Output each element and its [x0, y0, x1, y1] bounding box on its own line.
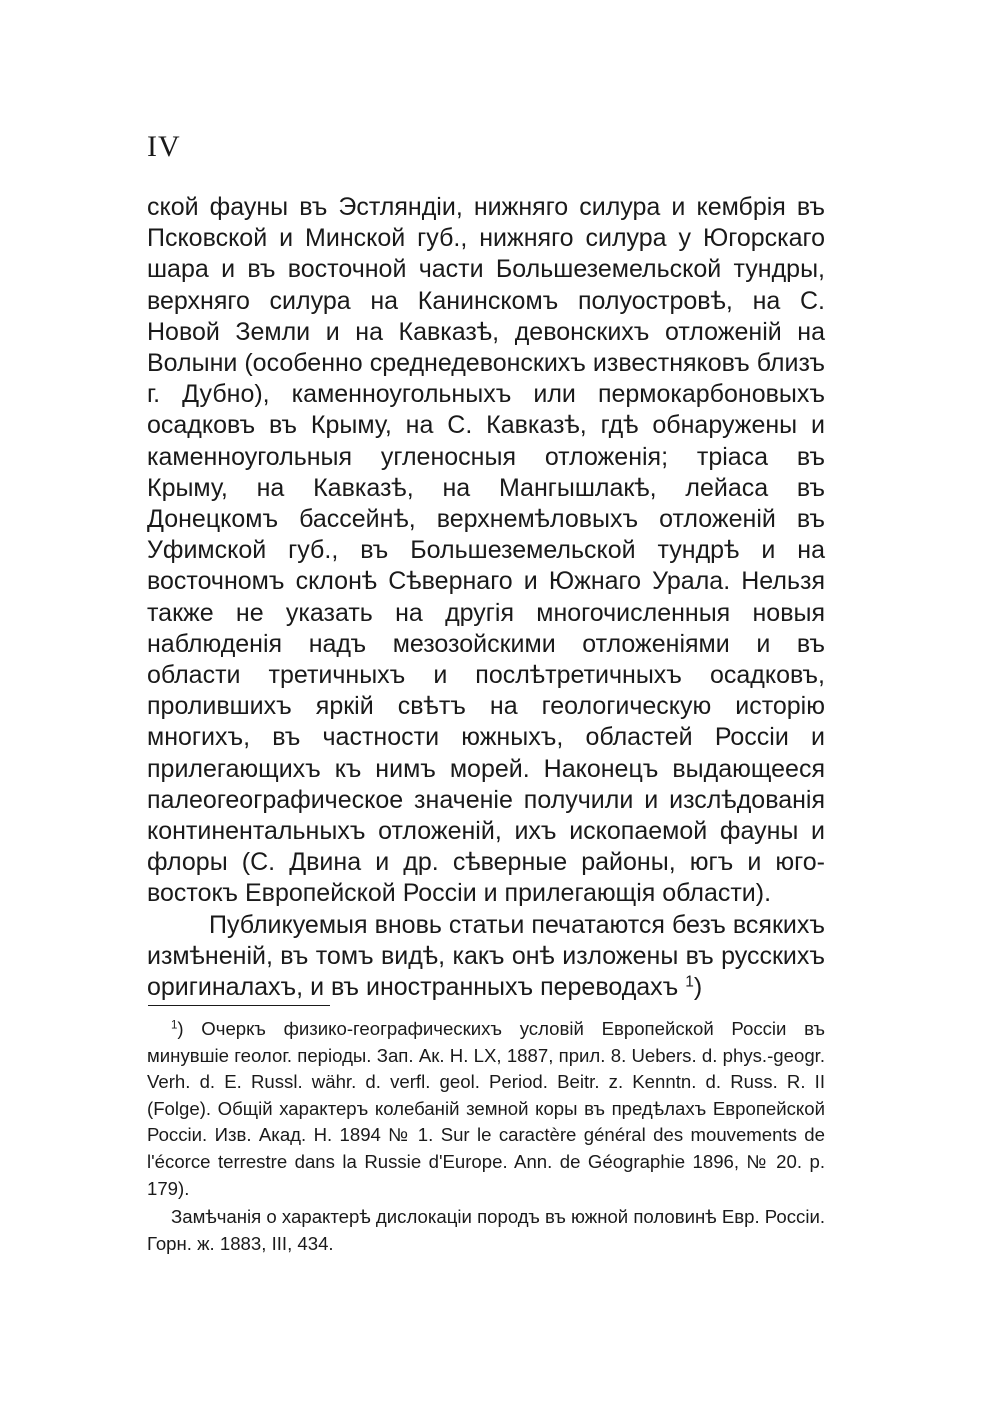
- footnotes: [147, 1016, 825, 1257]
- footnote-1-continuation: Замѣчанія о характерѣ дислокаціи породъ въ южной половинѣ Евр. Россіи. Горн. ж. 1883, III, 434.: [147, 1206, 826, 1254]
- paragraph-1: ской фауны въ Эстляндіи, нижняго силура и кембрія въ Псковской и Минской губ., нижняго силура у Югорскаго шара и въ восточной части Большеземельской тундры, верхняго силура на Канинскомъ полуостровѣ, на С. Новой Земли и на Кавказѣ, девонскихъ отложеній на Волыни (особенно среднедевонскихъ известняковъ близъ г. Дубно), каменноугольныхъ или пермокарбоновыхъ осадковъ въ Крыму, на С. Кавказѣ, гдѣ обнаружены и каменноугольныя угленосныя отложенія; тріаса въ Крыму, на Кавказѣ, на Мангышлакѣ, лейаса въ Донецкомъ бассейнѣ, верхнемѣловыхъ отложеній въ Уфимской губ., въ Большеземельской тундрѣ и на восточномъ склонѣ Сѣвернаго и Южнаго Урала. Нельзя также не указать на другія многочисленныя новыя наблюденія надъ мезозойскими отложеніями и въ области третичныхъ и послѣтретичныхъ осадковъ, пролившихъ яркій свѣтъ на геологическую исторію многихъ, въ частности южныхъ, областей Россіи и прилегающихъ къ нимъ морей. Наконецъ выдающееся палеогеографическое значеніе получили и изслѣдованія континентальныхъ отложеній, ихъ ископаемой фауны и флоры (С. Двина и др. сѣверные районы, югъ и юго-востокъ Европейской Россіи и прилегающія области).: [147, 193, 825, 908]
- footnote-reference: 1: [685, 973, 694, 991]
- footnote-1-text: Очеркъ физико-географическихъ условій Европейской Россіи въ минувшіе геолог. періоды. Зап. Ак. Н. LX, 1887, прил. 8. Uebers. d. phys.-geogr. Verh. d. E. Russl. währ. d. verfl. geol. Period. Beitr. z. Kenntn. d. Russ. R. II (Folge). Общій характеръ колебаній земной коры въ предѣлахъ Европейской Россіи. Изв. Акад. Н. 1894 № 1. Sur le caractère général des mouvements de l'écorce terrestre dans la Russie d'Europe. Ann. de Géographie 1896, № 20. p. 179).: [147, 1018, 825, 1199]
- paragraph-2: [147, 910, 825, 1004]
- footnote-marker: 1: [171, 1019, 178, 1032]
- body-text: [147, 192, 825, 1003]
- footnote-1: [147, 1016, 825, 1202]
- footnote-marker-paren: ): [177, 1018, 184, 1039]
- page-number: IV: [147, 130, 181, 163]
- paragraph-2-text: Публикуемыя вновь статьи печатаются безъ всякихъ измѣненій, въ томъ видѣ, какъ онѣ изложены въ русскихъ оригиналахъ, и въ иностранныхъ переводахъ: [147, 910, 825, 1002]
- footnote-reference-paren: ): [693, 973, 703, 1002]
- footnote-separator: [148, 1005, 330, 1006]
